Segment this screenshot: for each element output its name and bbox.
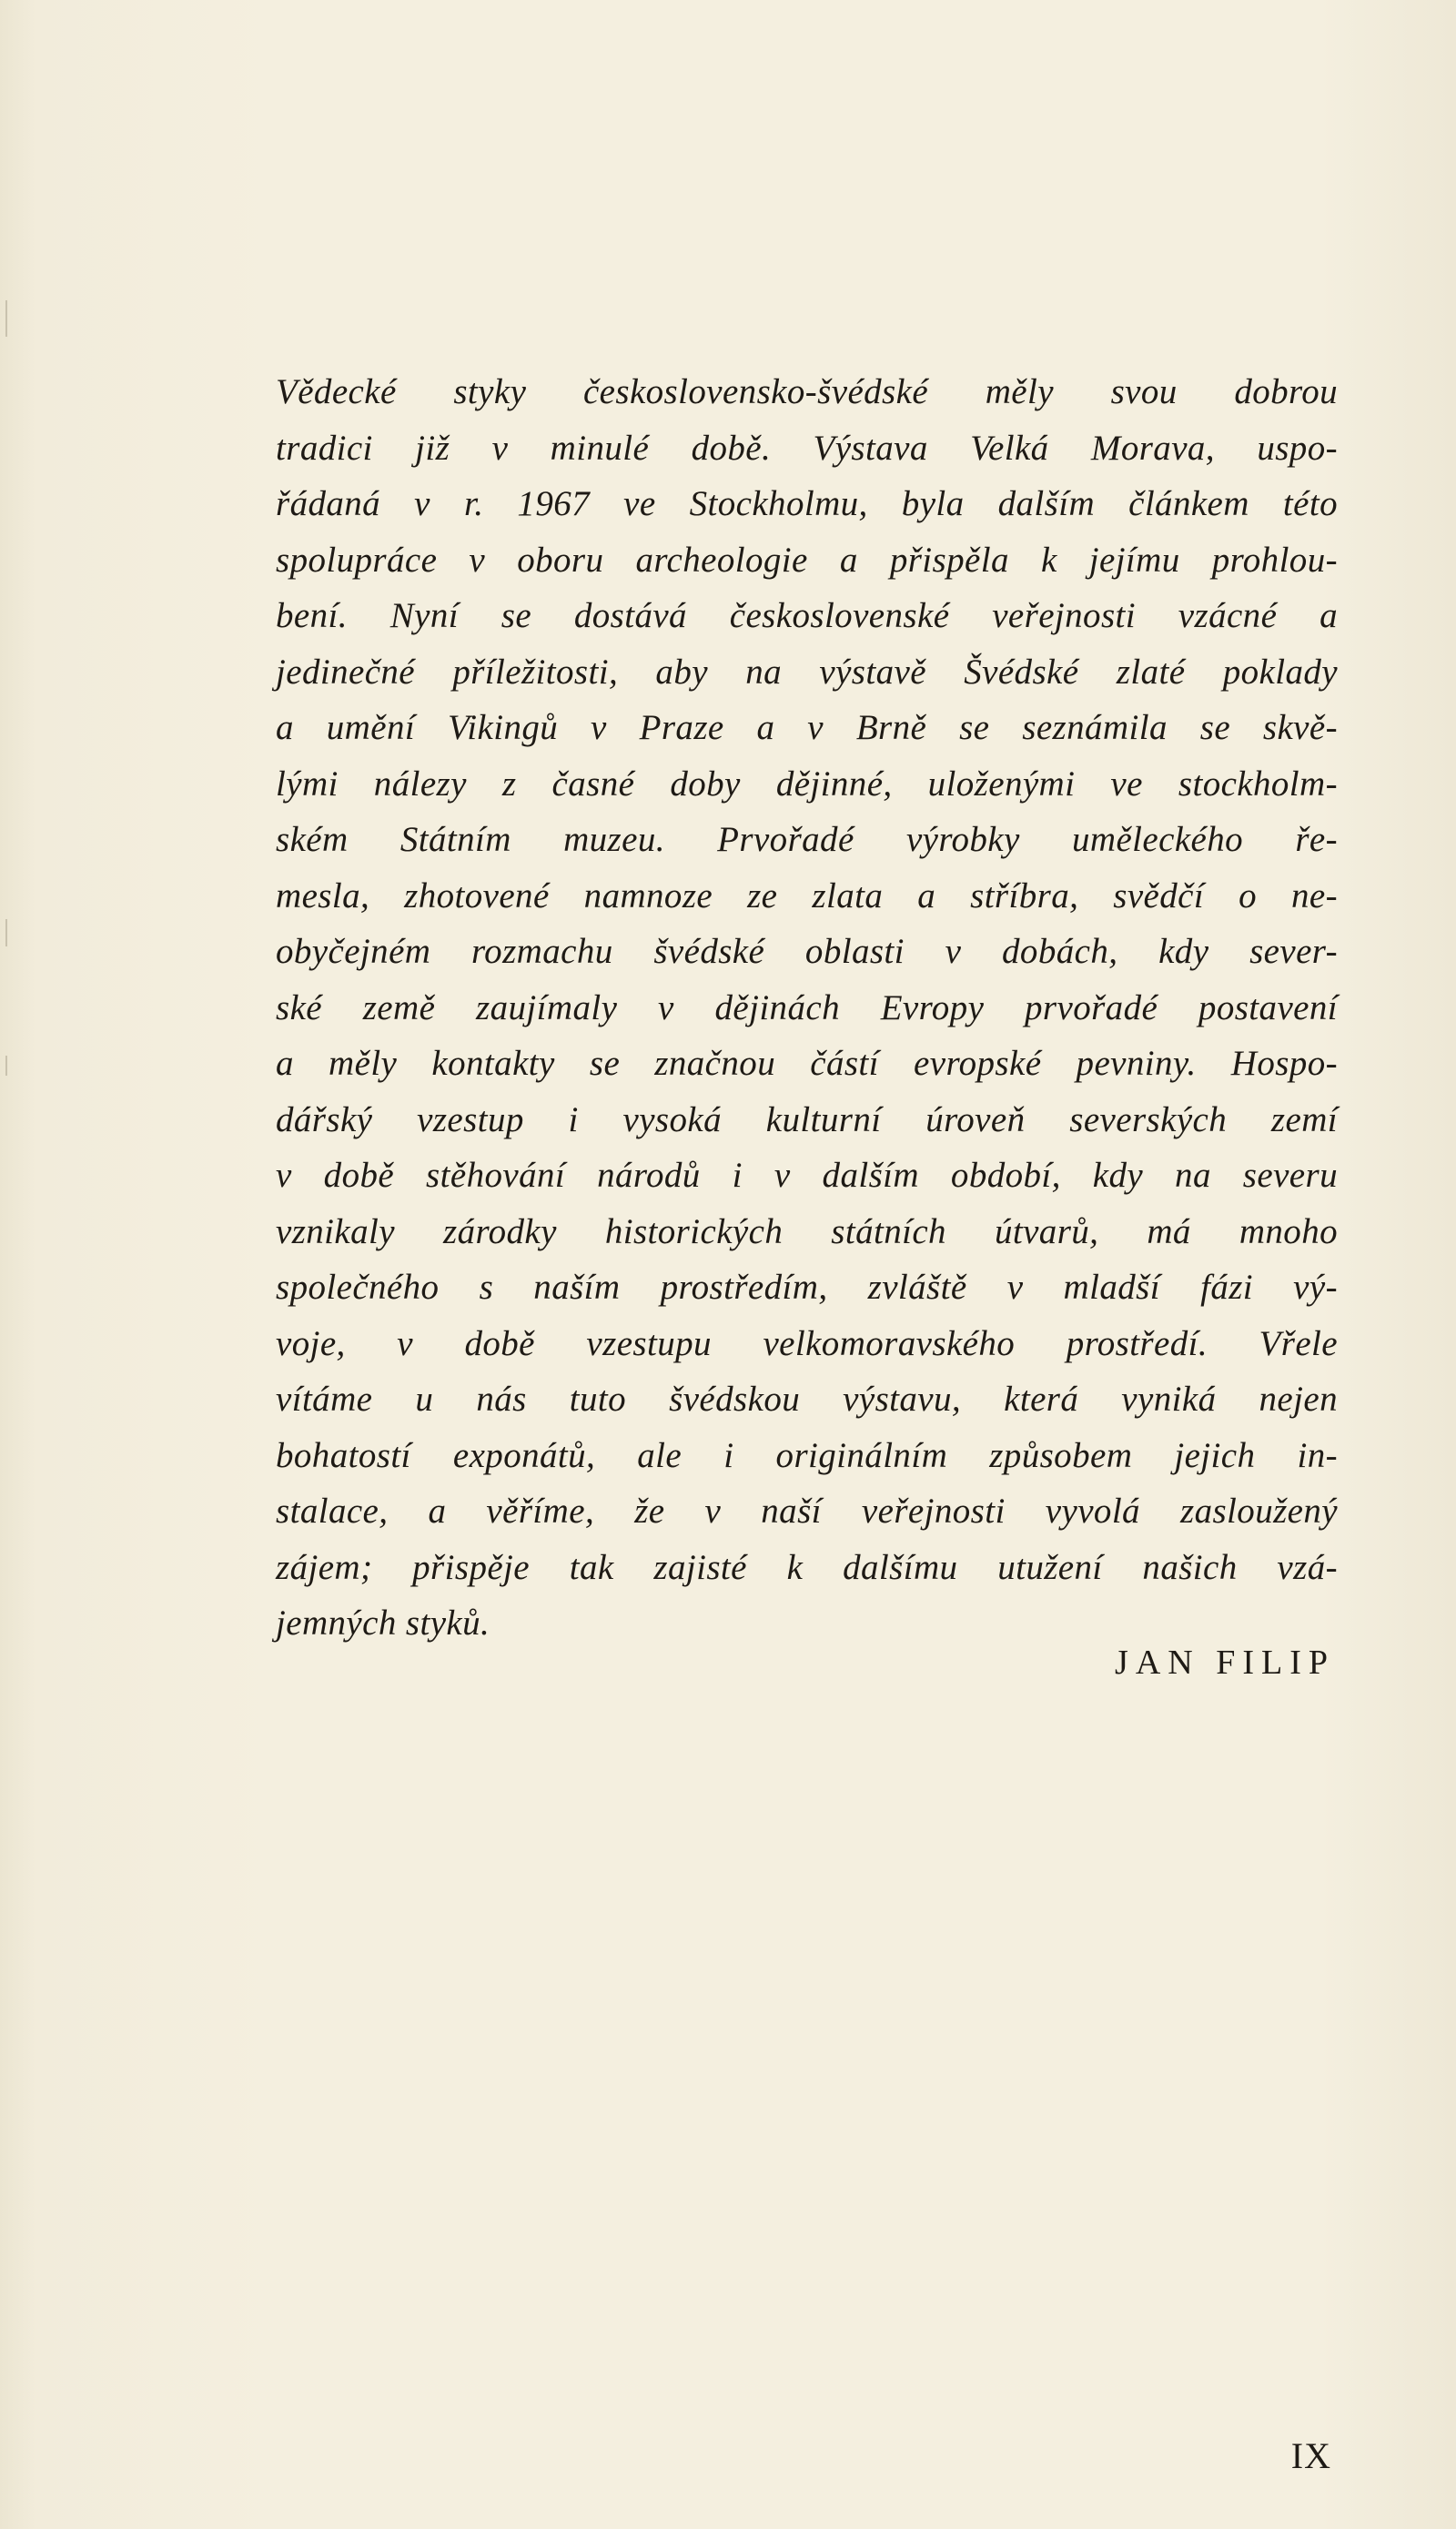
paragraph-line: obyčejném rozmachu švédské oblasti v dobách, kdy sever- — [276, 932, 1338, 971]
binding-mark-lower — [5, 1056, 7, 1076]
paragraph-line: zájem; přispěje tak zajisté k dalšímu utužení našich vzá- — [276, 1547, 1338, 1587]
paragraph-line: vznikaly zárodky historických státních útvarů, má mnoho — [276, 1211, 1338, 1251]
paragraph-line-last: jemných styků. — [276, 1603, 490, 1643]
paragraph-line: a měly kontakty se značnou částí evropské pevniny. Hospo- — [276, 1044, 1338, 1083]
paragraph-line: dářský vzestup i vysoká kulturní úroveň severských zemí — [276, 1099, 1338, 1139]
paragraph-line: Vědecké styky československo-švédské měly svou dobrou — [276, 372, 1338, 411]
paragraph-line: lými nálezy z časné doby dějinné, uloženými ve stockholm- — [276, 764, 1338, 804]
paragraph-line: řádaná v r. 1967 ve Stockholmu, byla dalším článkem této — [276, 484, 1338, 523]
paragraph-line: ském Státním muzeu. Prvořadé výrobky uměleckého ře- — [276, 820, 1338, 859]
paragraph-line: vítáme u nás tuto švédskou výstavu, která vyniká nejen — [276, 1380, 1338, 1419]
paragraph-line: bení. Nyní se dostává československé veřejnosti vzácné a — [276, 596, 1338, 635]
paragraph-line: a umění Vikingů v Praze a v Brně se seznámila se skvě- — [276, 708, 1338, 747]
page-number: IX — [1290, 2435, 1331, 2476]
paragraph-line: spolupráce v oboru archeologie a přispěla k jejímu prohlou- — [276, 540, 1338, 580]
paragraph-line: v době stěhování národů i v dalším období, kdy na severu — [276, 1156, 1338, 1195]
paragraph-line: tradici již v minulé době. Výstava Velká Morava, uspo- — [276, 428, 1338, 468]
paragraph-line: voje, v době vzestupu velkomoravského prostředí. Vřele — [276, 1323, 1338, 1363]
binding-mark-top — [5, 300, 7, 337]
binding-mark-middle — [5, 919, 7, 946]
paragraph-line: stalace, a věříme, že v naší veřejnosti vyvolá zasloužený — [276, 1492, 1338, 1531]
foreword-paragraph — [276, 364, 1338, 1652]
paragraph-line: bohatostí exponátů, ale i originálním způsobem jejich in- — [276, 1435, 1338, 1475]
author-signature: JAN FILIP — [1115, 1644, 1335, 1682]
paragraph-line: mesla, zhotovené namnoze ze zlata a stříbra, svědčí o ne- — [276, 875, 1338, 915]
paragraph-line: společného s naším prostředím, zvláště v mladší fázi vý- — [276, 1268, 1338, 1307]
paragraph-line: ské země zaujímaly v dějinách Evropy prvořadé postavení — [276, 987, 1338, 1027]
paragraph-line: jedinečné příležitosti, aby na výstavě Švédské zlaté poklady — [276, 652, 1338, 692]
